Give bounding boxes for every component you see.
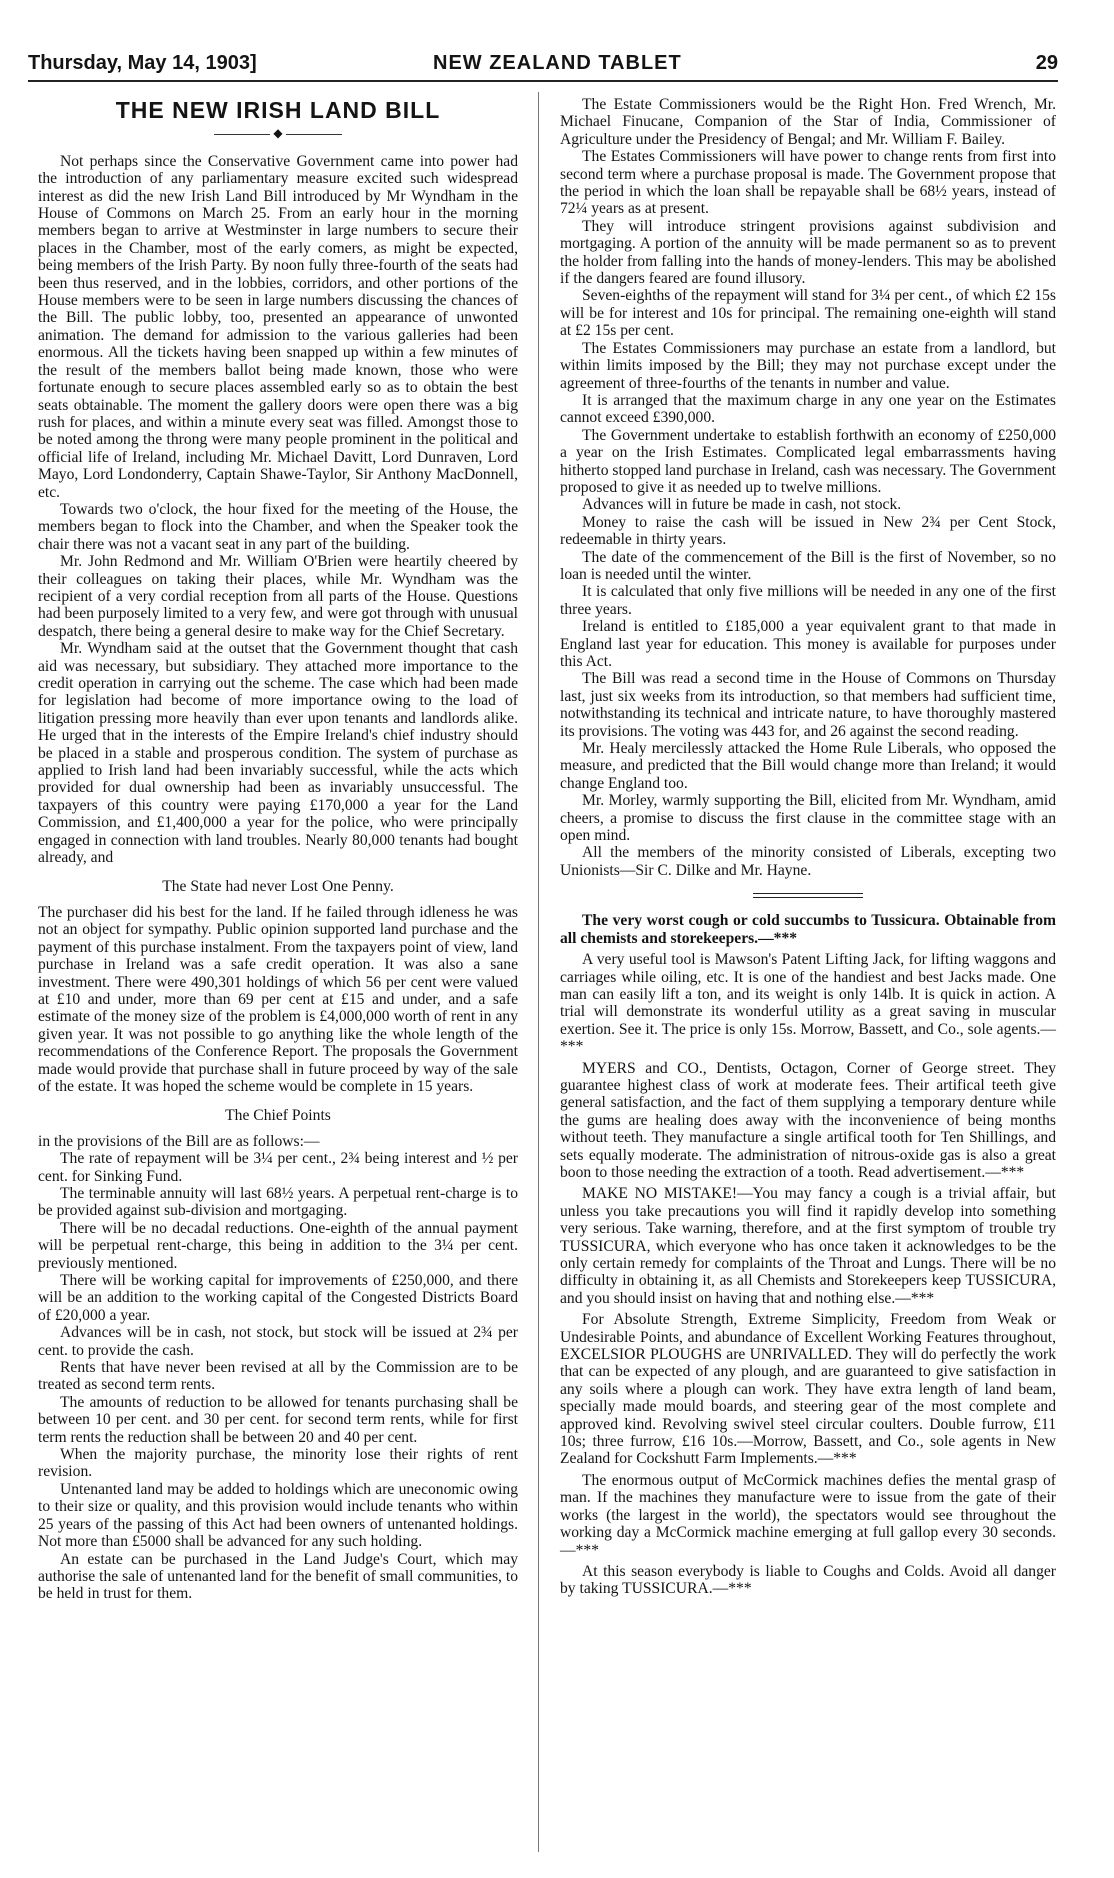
paragraph: The Estate Commissioners would be the Right Hon. Fred Wrench, Mr. Michael Finucane, Companion of the Star of India, Commissioner of Agriculture under the Presidency of Bengal; and Mr. William F. Bailey. — [560, 96, 1056, 148]
advertisement: MYERS and CO., Dentists, Octagon, Corner of George street. They guarantee highest class of work at moderate fees. Their artifical teeth give general satisfaction, and the fact of them supplying a temporary denture while the gums are healing does away with the inconvenience of being months without teeth. They manufacture a single artifical tooth for Ten Shillings, and sets equally moderate. The administration of nitrous-oxide gas is also a great boon to those needing the extraction of a tooth. Read advertisement.—*** — [560, 1059, 1056, 1181]
publication-title: NEW ZEALAND TABLET — [433, 52, 682, 74]
paragraph: Not perhaps since the Conservative Government came into power had the introduction of any parliamentary measure excited such widespread interest as did the new Irish Land Bill introduced by Mr Wyndham in the House of Commons on March 25. From an early hour in the morning members began to arrive at Westminster in large numbers to secure their places in the Chamber, most of the early comers, as might be expected, being members of the Irish Party. By noon fully three-fourth of the seats had been thus reserved, and in the lobbies, corridors, and other portions of the House members were to be seen in large numbers discussing the chances of the Bill. The public lobby, too, presented an appearance of unwonted animation. The demand for admission to the various galleries had been enormous. All the tickets having been snapped up within a few minutes of the result of the members ballot being made known, those who were fortunate enough to secure places assembled early so as to obtain the best seats obtainable. The moment the gallery doors were open there was a big rush for places, and within a minute every seat was filled. Amongst those to be noted among the throng were many people prominent in the political and official life of Ireland, including Mr. Michael Davitt, Lord Dunraven, Lord Mayo, Lord Londonderry, Captain Shawe-Taylor, Sir Anthony MacDonnell, etc. — [38, 152, 518, 501]
paragraph: Advances will be in cash, not stock, but stock will be issued at 2¾ per cent. to provide the cash. — [38, 1324, 518, 1359]
column-left — [38, 96, 518, 1603]
paragraph: The terminable annuity will last 68½ years. A perpetual rent-charge is to be provided against sub-division and mortgaging. — [38, 1184, 518, 1220]
article-title: THE NEW IRISH LAND BILL — [115, 97, 441, 123]
advertisement: For Absolute Strength, Extreme Simplicity, Freedom from Weak or Undesirable Points, and abundance of Excellent Working Features throughout, EXCELSIOR PLOUGHS are UNRIVALLED. They will do perfectly the work that can be expected of any plough, and are guaranteed to give satisfaction in any soils where a plough can work. They have extra length of land beam, specially made mould boards, and steering gear of the most complete and approved kind. Revolving swivel steel circular coulters. Double furrow, £11 10s; three furrow, £16 10s.—Morrow, Bassett, and Co., sole agents in New Zealand for Cockshutt Farm Implements.—*** — [560, 1311, 1056, 1468]
paragraph: Mr. John Redmond and Mr. William O'Brien were heartily cheered by their colleagues on taking their places, while Mr. Wyndham was the recipient of a very cordial reception from all parts of the House. Questions had been purposely limited to a very few, and were got through with unusual despatch, there being a general desire to make way for the Chief Secretary. — [38, 553, 518, 640]
paragraph: The Estates Commissioners will have power to change rents from first into second term where a purchase proposal is made. The Government propose that the period in which the loan shall be repayable shall be 68½ years, instead of 72¼ years as at present. — [560, 148, 1056, 218]
paragraph: They will introduce stringent provisions against subdivision and mortgaging. A portion of the annuity will be made permanent so as to prevent the holder from falling into the hands of money-lenders. This may be abolished if the dangers feared are found illusory. — [560, 217, 1056, 288]
issue-date: Thursday, May 14, 1903] — [28, 52, 257, 74]
advertisement: The enormous output of McCormick machines defies the mental grasp of man. If the machines they manufacture were to issue from the gate of their works (the largest in the world), the spectators would see throughout the working day a McCormick machine emerging at full gallop every 30 seconds.—*** — [560, 1471, 1056, 1559]
page-number: 29 — [1035, 52, 1058, 74]
paragraph: The Estates Commissioners may purchase an estate from a landlord, but within limits imposed by the Bill; they may not purchase except under the agreement of three-fourths of the tenants in number and value. — [560, 339, 1056, 392]
paragraph: The amounts of reduction to be allowed for tenants purchasing shall be between 10 per cent. and 30 per cent. for second term rents, while for first term rents the reduction shall be between 20 and 40 per cent. — [38, 1393, 518, 1446]
header-rule — [28, 80, 1058, 82]
paragraph: The rate of repayment will be 3¼ per cent., 2¾ being interest and ½ per cent. for Sinking Fund. — [38, 1150, 518, 1185]
paragraph: There will be working capital for improvements of £250,000, and there will be an addition to the working capital of the Congested Districts Board of £20,000 a year. — [38, 1272, 518, 1324]
paragraph: There will be no decadal reductions. One-eighth of the annual payment will be perpetual rent-charge, this being in addition to the 3¼ per cent. previously mentioned. — [38, 1219, 518, 1272]
paragraph: The Bill was read a second time in the House of Commons on Thursday last, just six weeks from its introduction, so that members had sufficient time, notwithstanding its technical and intricate nature, to have thoroughly mastered its provisions. The voting was 443 for, and 26 against the second reading. — [560, 670, 1056, 740]
title-ornament: ◆ — [38, 125, 518, 142]
paragraph: It is arranged that the maximum charge in any one year on the Estimates cannot exceed £390,000. — [560, 391, 1056, 427]
paragraph: It is calculated that only five millions will be needed in any one of the first three years. — [560, 583, 1056, 618]
column-right — [560, 96, 1056, 1602]
article-body-part3 — [38, 1133, 518, 1603]
paragraph: An estate can be purchased in the Land Judge's Court, which may authorise the sale of untenanted land for the benefit of small communities, to be held in trust for them. — [38, 1550, 518, 1603]
subhead-chief-points: The Chief Points — [225, 1107, 331, 1125]
advertisement: A very useful tool is Mawson's Patent Lifting Jack, for lifting waggons and carriages while oiling, etc. It is one of the handiest and best Jacks made. One man can easily lift a ton, and its weight is only 14lb. It is quick in action. A trial will demonstrate its wonderful utility as a great saving in muscular exertion. See it. The price is only 15s. Morrow, Bassett, and Co., sole agents.—*** — [560, 951, 1056, 1056]
paragraph: Untenanted land may be added to holdings which are uneconomic owing to their size or quality, and this provision would include tenants who within 25 years of the passing of this Act had been owners of untenanted holdings. Not more than £5000 shall be advanced for any such holding. — [38, 1480, 518, 1551]
paragraph: Mr. Healy mercilessly attacked the Home Rule Liberals, who opposed the measure, and predicted that the Bill would change more than Ireland; it would change England too. — [560, 740, 1056, 792]
paragraph: Mr. Morley, warmly supporting the Bill, elicited from Mr. Wyndham, amid cheers, a promise to discuss the first clause in the committee stage with an open mind. — [560, 792, 1056, 845]
paragraph: Rents that have never been revised at all by the Commission are to be treated as second term rents. — [38, 1359, 518, 1394]
paragraph: Mr. Wyndham said at the outset that the Government thought that cash aid was necessary, but subsidiary. They attached more importance to the credit operation in carrying out the scheme. The case which had been made for legislation had become of more importance owing to the load of litigation pressing more heavily than ever upon tenants and landlords alike. He urged that in the interests of the Empire Ireland's chief industry should be placed in a stable and prosperous condition. The system of purchase as applied to Irish land had been invariably successful, while the acts which provided for dual ownership had been as invariably unsuccessful. The taxpayers of this country were paying £170,000 a year for the Land Commission, and £1,400,000 a year for the police, who were principally engaged in connection with land troubles. Nearly 80,000 tenants had bought already, and — [38, 640, 518, 867]
advertisements — [560, 912, 1056, 1597]
paragraph: All the members of the minority consisted of Liberals, excepting two Unionists—Sir C. Dilke and Mr. Hayne. — [560, 844, 1056, 879]
section-separator — [753, 893, 863, 898]
article-body-part2 — [38, 904, 518, 1095]
paragraph: Towards two o'clock, the hour fixed for the meeting of the House, the members began to flock into the Chamber, and when the Speaker took the chair there was not a vacant seat in any part of the building. — [38, 500, 518, 553]
paragraph: in the provisions of the Bill are as follows:— — [38, 1132, 320, 1150]
paragraph: The purchaser did his best for the land. If he failed through idleness he was not an object for sympathy. Public opinion supported land purchase and the payment of this purchase instalment. From the taxpayers point of view, land purchase in Ireland was a safe credit operation. It was also a sane investment. There were 490,301 holdings of which 56 per cent were valued at £10 and under, more than 69 per cent at £15 and under, and a safe estimate of the money size of the problem is £4,000,000 worth of rent in any given year. It was not possible to go anything like the whole length of the recommendations of the Conference Report. The proposals the Government made would provide that purchase shall in future proceed by way of the sale of the estate. It was hoped the scheme would be complete in 15 years. — [38, 903, 518, 1095]
advertisement: At this season everybody is liable to Coughs and Colds. Avoid all danger by taking TUSSICURA.—*** — [560, 1562, 1056, 1598]
paragraph: Advances will in future be made in cash, not stock. — [582, 496, 902, 514]
column-divider — [538, 92, 539, 1852]
advertisement: The very worst cough or cold succumbs to Tussicura. Obtainable from all chemists and storekeepers.—*** — [560, 912, 1056, 947]
article-body-part1 — [38, 153, 518, 867]
subhead-state: The State had never Lost One Penny. — [162, 878, 394, 896]
advertisement: MAKE NO MISTAKE!—You may fancy a cough is a trivial affair, but unless you take precautions you will find it rapidly develop into something very serious. Take warning, therefore, and at the first symptom of trouble try TUSSICURA, which everyone who has once taken it acknowledges to be the only certain remedy for complaints of the Throat and Lungs. There will be no difficulty in obtaining it, as all Chemists and Storekeepers keep TUSSICURA, and you should insist on having that and nothing else.—*** — [560, 1185, 1056, 1307]
paragraph: The Government undertake to establish forthwith an economy of £250,000 a year on the Irish Estimates. Complicated legal embarrassments having hitherto stopped land purchase in Ireland, cash was necessary. The Government proposed to give it as needed up to twelve millions. — [560, 426, 1056, 496]
paragraph: Ireland is entitled to £185,000 a year equivalent grant to that made in England last year for education. This money is available for purposes under this Act. — [560, 618, 1056, 670]
paragraph: Money to raise the cash will be issued in New 2¾ per Cent Stock, redeemable in thirty years. — [560, 513, 1056, 549]
paragraph: The date of the commencement of the Bill is the first of November, so no loan is needed until the winter. — [560, 548, 1056, 583]
paragraph: Seven-eighths of the repayment will stand for 3¼ per cent., of which £2 15s will be for interest and 10s for principal. The remaining one-eighth will stand at £2 15s per cent. — [560, 287, 1056, 340]
article-body-continued — [560, 96, 1056, 879]
paragraph: When the majority purchase, the minority lose their rights of rent revision. — [38, 1446, 518, 1481]
